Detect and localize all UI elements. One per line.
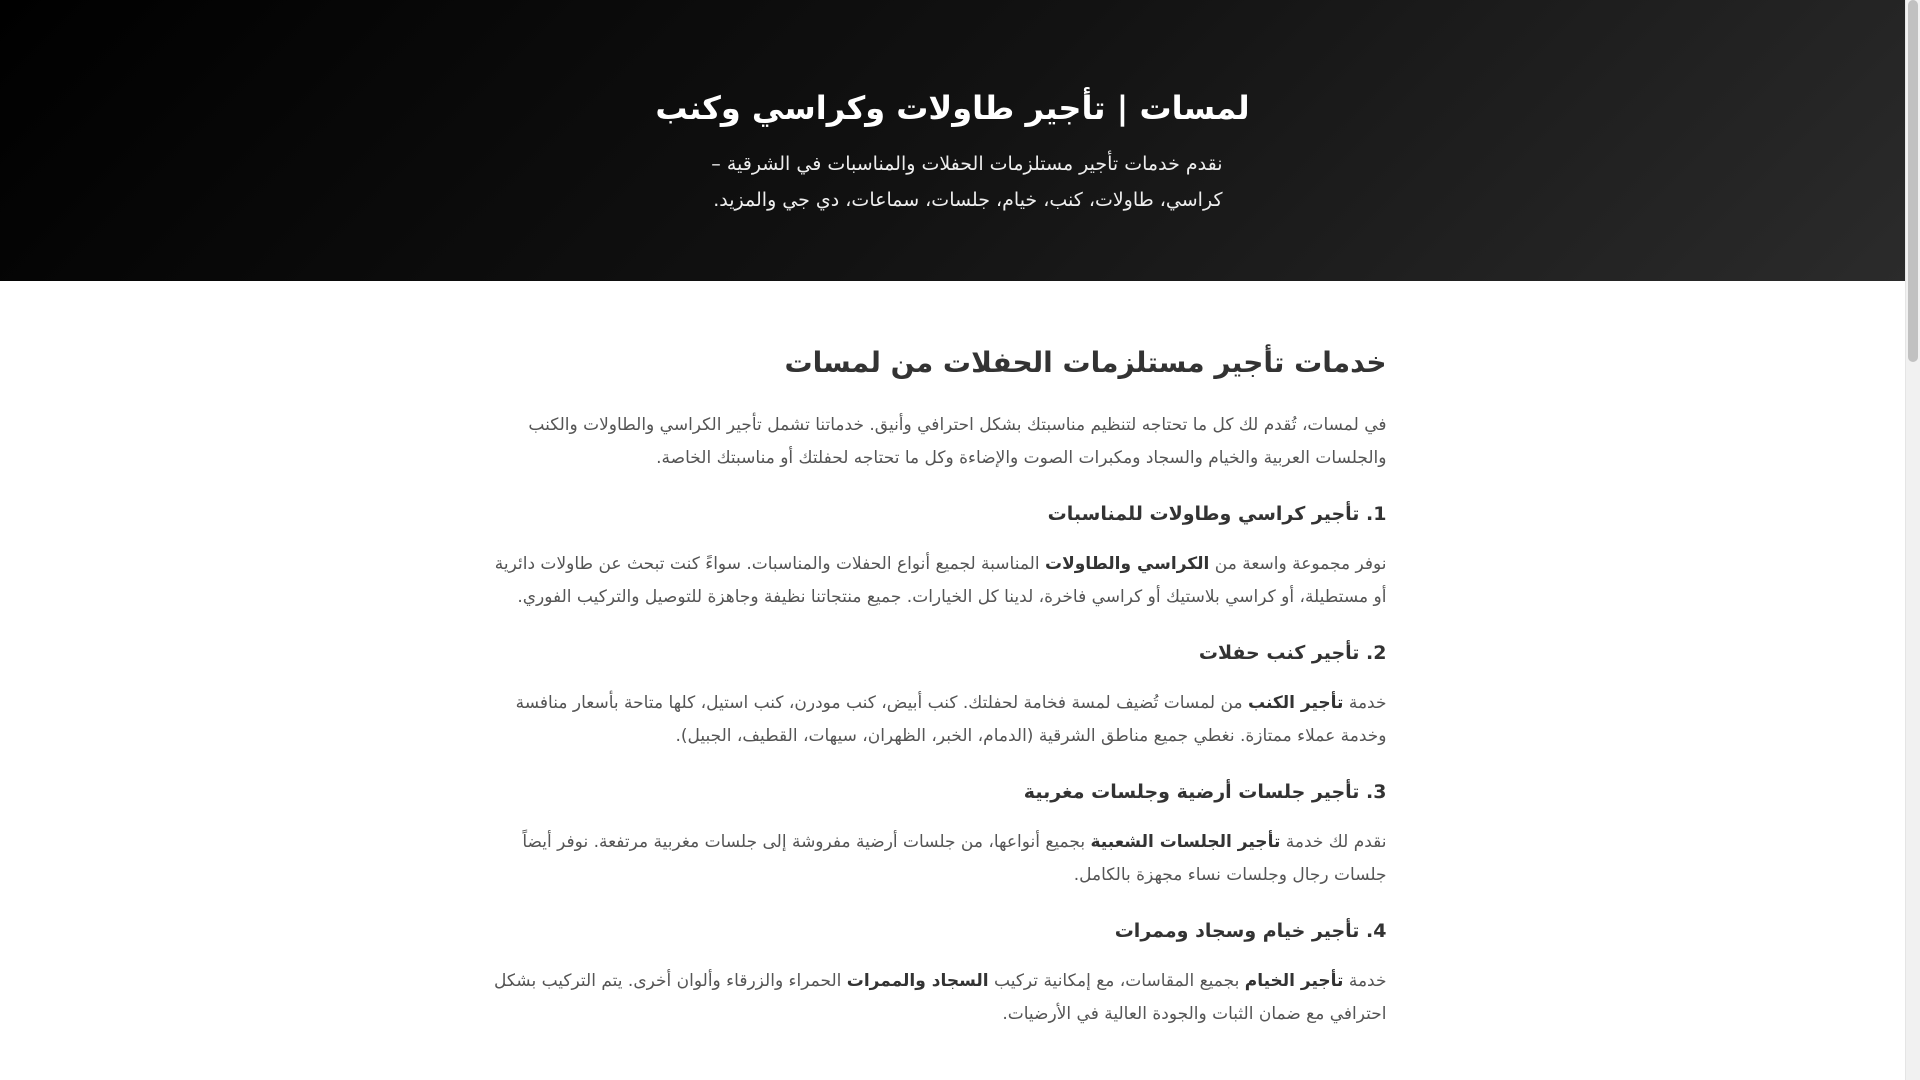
- section-1-bold: الكراسي والطاولات: [1045, 554, 1210, 574]
- section-4-bold: تأجير الخيام: [1244, 971, 1344, 991]
- section-2-bold: تأجير الكنب: [1247, 693, 1344, 713]
- main-title: خدمات تأجير مستلزمات الحفلات من لمسات: [784, 346, 1387, 379]
- section-4-title: 4. تأجير خيام وسجاد وممرات: [1114, 920, 1387, 942]
- section-3-text-before: نقدم لك خدمة: [1280, 832, 1387, 852]
- content-column: [487, 343, 1387, 1030]
- section-1-text-before: نوفر مجموعة واسعة من: [1209, 554, 1387, 574]
- main-content: [494, 281, 1403, 1030]
- section-2-text: [487, 687, 1387, 752]
- section-3-text: [487, 826, 1387, 891]
- hero-subtitle: نقدم خدمات تأجير مستلزمات الحفلات والمناسبات في الشرقية – كراسي، طاولات، كنب، خيام، جلسات، سماعات، دي جي والمزيد.: [711, 153, 1223, 211]
- section-1-text: [487, 548, 1387, 613]
- section-1-title: 1. تأجير كراسي وطاولات للمناسبات: [1047, 503, 1387, 525]
- vertical-scrollbar[interactable]: [1905, 0, 1920, 1080]
- section-3-title: 3. تأجير جلسات أرضية وجلسات مغربية: [1023, 781, 1387, 803]
- section-3-text-after: بجميع أنواعها، من جلسات أرضية مفروشة إلى جلسات مغربية مرتفعة. نوفر أيضاً جلسات رجال وجلسات نساء مجهزة بالكامل.: [522, 832, 1387, 885]
- section-2-text-after: من لمسات تُضيف لمسة فخامة لحفلتك. كنب أبيض، كنب مودرن، كنب استيل، كلها متاحة بأسعار منافسة وخدمة عملاء ممتازة. نغطي جميع مناطق الشرقية (الدمام، الخبر، الظهران، سيهات، القطيف، الجبيل).: [515, 693, 1387, 746]
- scrollbar-thumb[interactable]: [1908, 0, 1918, 362]
- section-4-text-after: الحمراء والزرقاء وألوان أخرى. يتم التركيب بشكل احترافي مع ضمان الثبات والجودة العالية في الأرضيات.: [494, 971, 1387, 1024]
- intro-paragraph: في لمسات، تُقدم لك كل ما تحتاجه لتنظيم مناسبتك بشكل احترافي وأنيق. خدماتنا تشمل تأجير الكراسي والطاولات والكنب والجلسات العربية والخيام والسجاد ومكبرات الصوت والإضاءة وكل ما تحتاجه لحفلتك أو مناسبتك الخاصة.: [528, 415, 1387, 468]
- section-3-bold: تأجير الجلسات الشعبية: [1090, 832, 1281, 852]
- hero-title: لمسات | تأجير طاولات وكراسي وكنب: [655, 89, 1250, 127]
- section-2-title: 2. تأجير كنب حفلات: [1198, 642, 1387, 664]
- section-2-text-before: خدمة: [1343, 693, 1387, 713]
- section-1-text-after: المناسبة لجميع أنواع الحفلات والمناسبات. سواءً كنت تبحث عن طاولات دائرية أو مستطيلة، أو كراسي بلاستيك أو كراسي فاخرة، لدينا كل الخيارات. جميع منتجاتنا نظيفة وجاهزة للتوصيل والتركيب الفوري.: [494, 554, 1387, 607]
- section-4-text: [487, 965, 1387, 1030]
- hero-banner: [0, 0, 1905, 281]
- section-4-text-middle: بجميع المقاسات، مع إمكانية تركيب: [988, 971, 1245, 991]
- section-4-text-before: خدمة: [1343, 971, 1387, 991]
- section-4-bold-2: السجاد والممرات: [846, 971, 989, 991]
